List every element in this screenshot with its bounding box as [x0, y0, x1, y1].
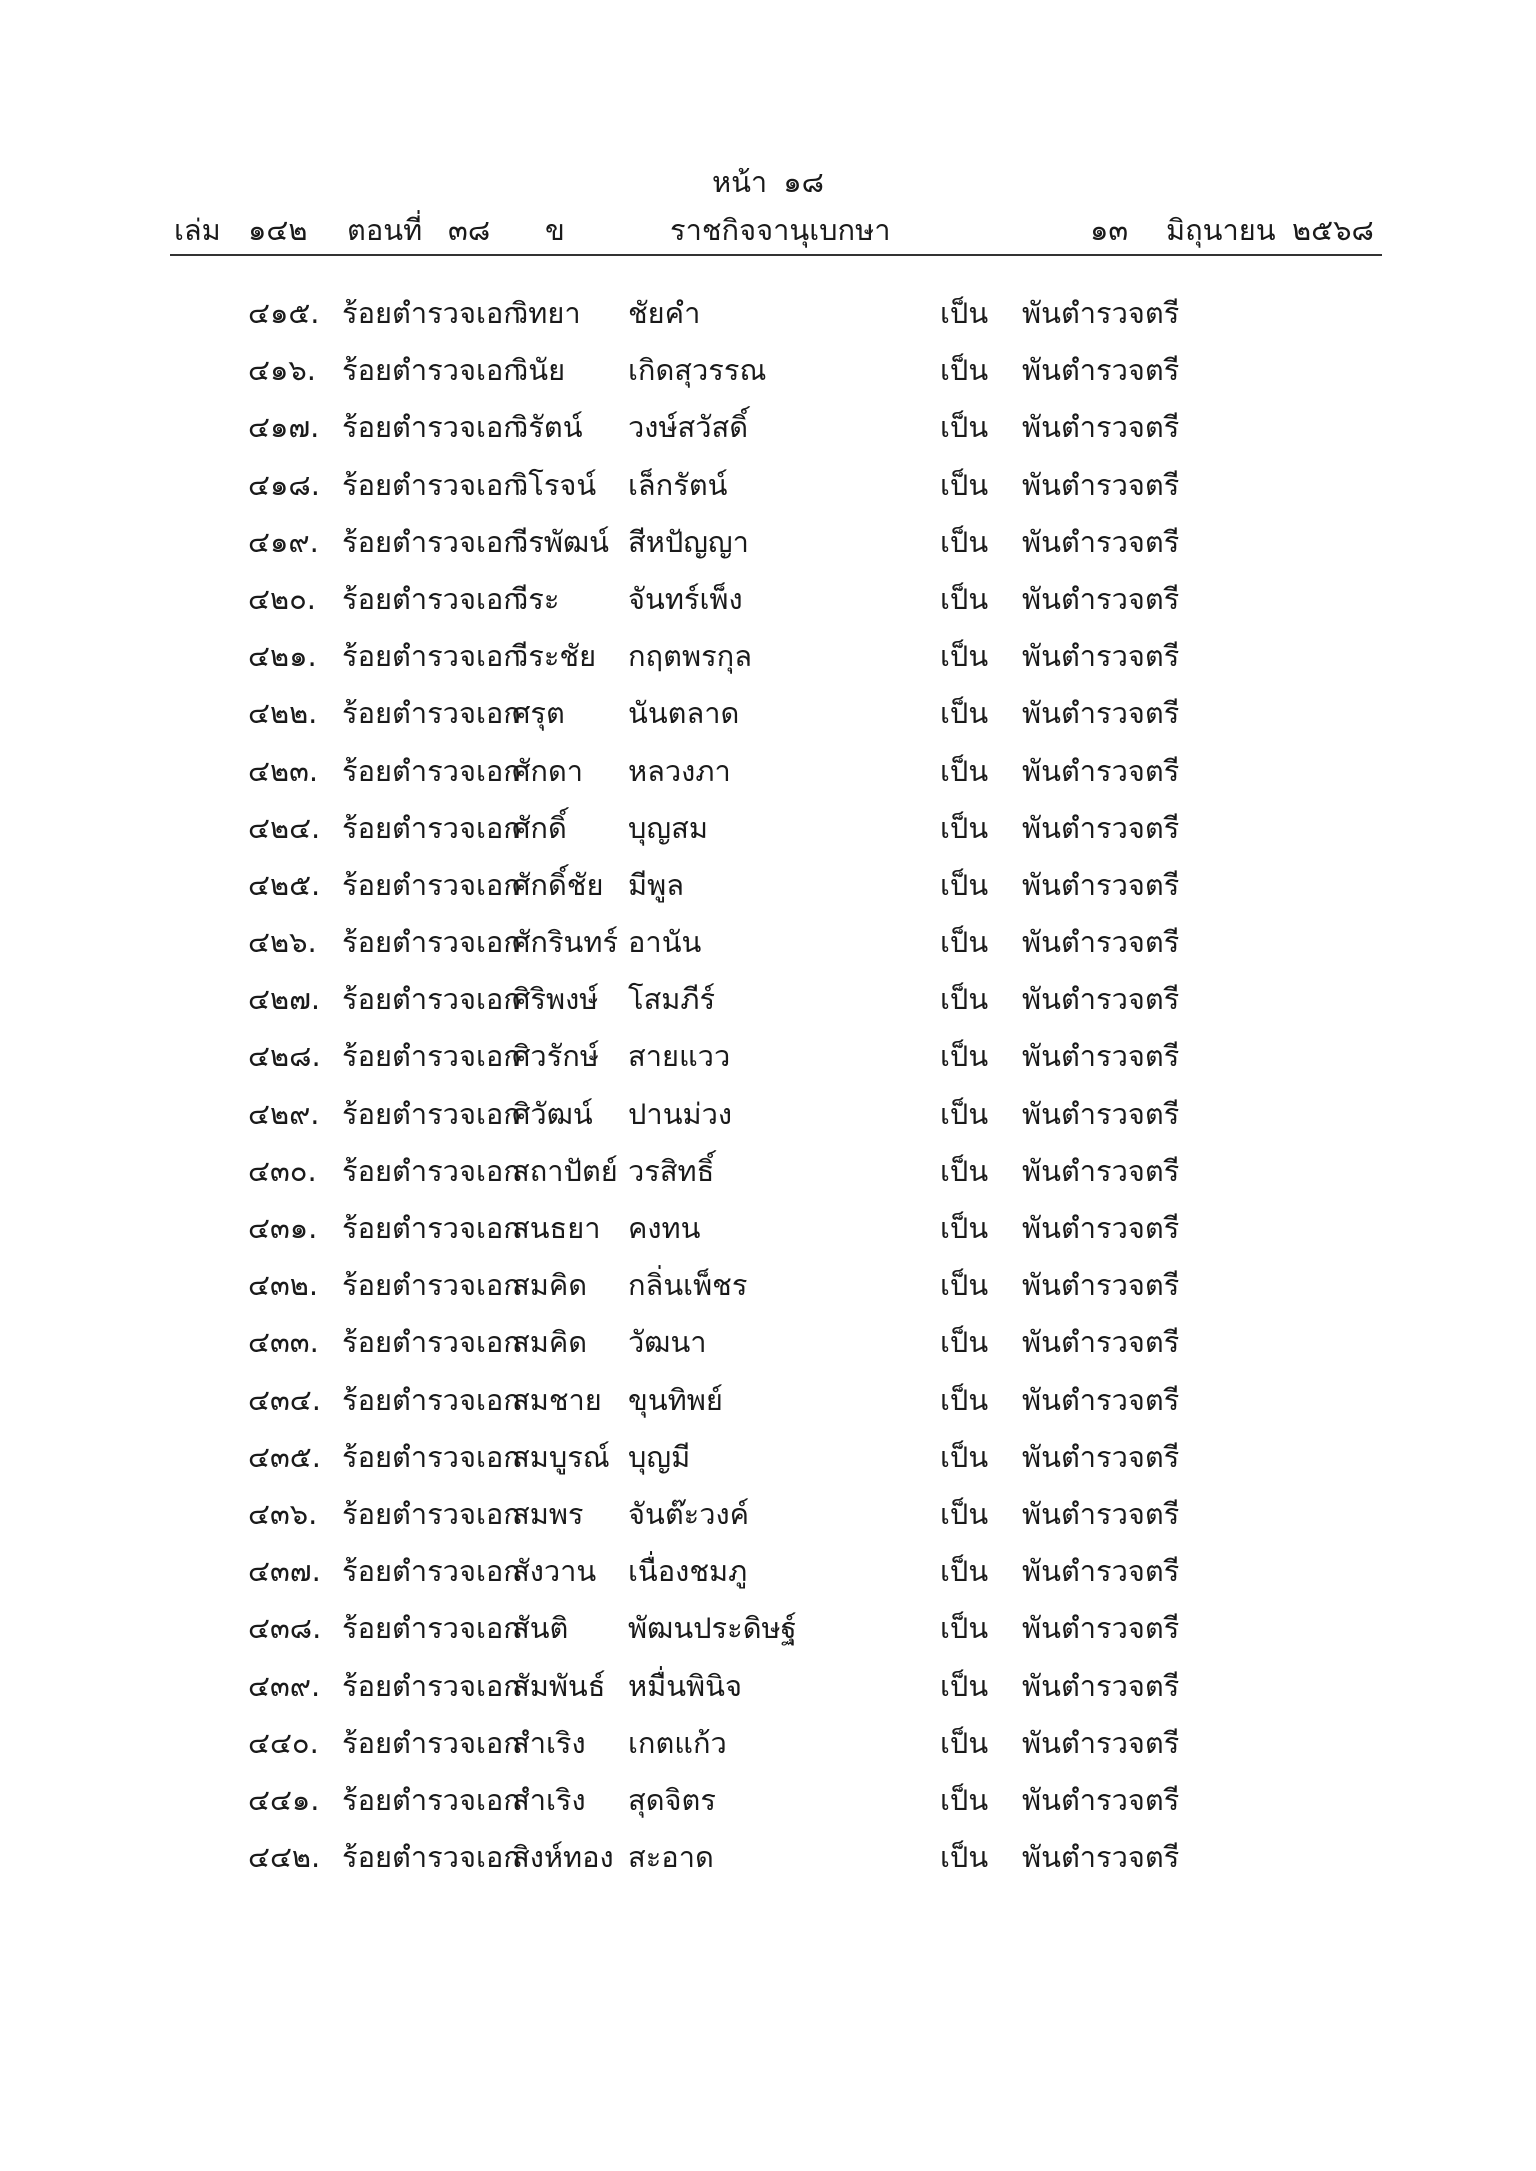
list-item	[0, 404, 1536, 461]
last-name: จันทร์เพ็ง	[628, 581, 743, 616]
last-name: บุญมี	[628, 1439, 691, 1474]
list-item	[0, 576, 1536, 633]
first-name: สันติ	[512, 1611, 569, 1646]
entry-number: ๔๒๓.	[248, 753, 319, 788]
list-item	[0, 919, 1536, 976]
part-number: ๓๘	[448, 213, 491, 247]
promoted-to-label: เป็น	[940, 1782, 989, 1817]
current-rank: ร้อยตำรวจเอก	[342, 1611, 521, 1646]
current-rank: ร้อยตำรวจเอก	[342, 1039, 521, 1074]
last-name: ขุนทิพย์	[628, 1382, 723, 1417]
new-rank: พันตำรวจตรี	[1022, 1268, 1180, 1303]
new-rank: พันตำรวจตรี	[1022, 296, 1180, 330]
new-rank: พันตำรวจตรี	[1022, 810, 1180, 845]
current-rank: ร้อยตำรวจเอก	[342, 982, 521, 1017]
first-name: สมคิด	[512, 1268, 588, 1303]
promoted-to-label: เป็น	[940, 1725, 989, 1760]
entry-number: ๔๒๕.	[248, 867, 321, 902]
current-rank: ร้อยตำรวจเอก	[342, 1725, 521, 1760]
current-rank: ร้อยตำรวจเอก	[342, 867, 521, 902]
date-year: ๒๕๖๘	[1292, 213, 1374, 247]
promoted-to-label: เป็น	[940, 1382, 989, 1417]
last-name: บุญสม	[628, 810, 708, 845]
promoted-to-label: เป็น	[940, 696, 989, 731]
first-name: ศรุต	[512, 696, 565, 731]
last-name: กฤตพรกุล	[628, 639, 752, 674]
entry-number: ๔๒๘.	[248, 1039, 321, 1074]
last-name: ชัยคำ	[628, 296, 701, 330]
promoted-to-label: เป็น	[940, 1439, 989, 1474]
current-rank: ร้อยตำรวจเอก	[342, 1211, 521, 1245]
promoted-to-label: เป็น	[940, 1153, 989, 1188]
promoted-to-label: เป็น	[940, 296, 989, 330]
new-rank: พันตำรวจตรี	[1022, 753, 1180, 788]
current-rank: ร้อยตำรวจเอก	[342, 1782, 521, 1817]
new-rank: พันตำรวจตรี	[1022, 1211, 1180, 1245]
first-name: สมบูรณ์	[512, 1439, 610, 1474]
promoted-to-label: เป็น	[940, 1554, 989, 1589]
first-name: ศิวัฒน์	[512, 1096, 593, 1131]
list-item	[0, 805, 1536, 862]
new-rank: พันตำรวจตรี	[1022, 1668, 1180, 1703]
promoted-to-label: เป็น	[940, 1268, 989, 1303]
list-item	[0, 1091, 1536, 1148]
last-name: โสมภีร์	[628, 982, 716, 1017]
last-name: เนื่องชมภู	[628, 1554, 748, 1589]
entry-number: ๔๓๔.	[248, 1382, 321, 1417]
entry-number: ๔๒๑.	[248, 639, 317, 674]
promoted-to-label: เป็น	[940, 1096, 989, 1131]
last-name: เกตแก้ว	[628, 1725, 727, 1760]
list-item	[0, 1033, 1536, 1090]
current-rank: ร้อยตำรวจเอก	[342, 296, 521, 330]
entry-number: ๔๒๖.	[248, 925, 317, 960]
new-rank: พันตำรวจตรี	[1022, 639, 1180, 674]
last-name: วงษ์สวัสดิ์	[628, 410, 749, 445]
current-rank: ร้อยตำรวจเอก	[342, 753, 521, 788]
new-rank: พันตำรวจตรี	[1022, 867, 1180, 902]
first-name: วีระ	[512, 581, 560, 616]
new-rank: พันตำรวจตรี	[1022, 1725, 1180, 1760]
first-name: วีรพัฒน์	[512, 524, 609, 559]
list-item	[0, 1777, 1536, 1834]
current-rank: ร้อยตำรวจเอก	[342, 696, 521, 731]
promoted-to-label: เป็น	[940, 753, 989, 788]
last-name: สะอาด	[628, 1840, 714, 1875]
current-rank: ร้อยตำรวจเอก	[342, 925, 521, 960]
current-rank: ร้อยตำรวจเอก	[342, 1840, 521, 1875]
current-rank: ร้อยตำรวจเอก	[342, 1668, 521, 1703]
list-item	[0, 1377, 1536, 1434]
last-name: มีพูล	[628, 867, 685, 902]
promotion-list	[0, 290, 1536, 1891]
first-name: สนธยา	[512, 1211, 601, 1245]
first-name: สำเริง	[512, 1725, 586, 1760]
list-item	[0, 519, 1536, 576]
promoted-to-label: เป็น	[940, 353, 989, 388]
first-name: สังวาน	[512, 1554, 597, 1589]
first-name: วิรัตน์	[512, 410, 583, 445]
current-rank: ร้อยตำรวจเอก	[342, 639, 521, 674]
first-name: ศักดิ์ชัย	[512, 867, 604, 902]
current-rank: ร้อยตำรวจเอก	[342, 410, 521, 445]
page-number	[0, 162, 1536, 202]
promoted-to-label: เป็น	[940, 1211, 989, 1245]
promoted-to-label: เป็น	[940, 810, 989, 845]
current-rank: ร้อยตำรวจเอก	[342, 1268, 521, 1303]
new-rank: พันตำรวจตรี	[1022, 1840, 1180, 1875]
new-rank: พันตำรวจตรี	[1022, 1039, 1180, 1074]
current-rank: ร้อยตำรวจเอก	[342, 1496, 521, 1531]
publication-title: ราชกิจจานุเบกษา	[670, 213, 891, 247]
last-name: เกิดสุวรรณ	[628, 353, 767, 388]
last-name: สีหปัญญา	[628, 524, 749, 559]
promoted-to-label: เป็น	[940, 1325, 989, 1360]
page-label: หน้า	[711, 165, 768, 199]
page-number-value: ๑๘	[783, 165, 824, 199]
new-rank: พันตำรวจตรี	[1022, 1382, 1180, 1417]
promoted-to-label: เป็น	[940, 410, 989, 445]
current-rank: ร้อยตำรวจเอก	[342, 524, 521, 559]
first-name: ศิริพงษ์	[512, 982, 599, 1017]
new-rank: พันตำรวจตรี	[1022, 410, 1180, 445]
last-name: สายแวว	[628, 1039, 731, 1074]
entry-number: ๔๓๒.	[248, 1268, 319, 1303]
first-name: สิงห์ทอง	[512, 1840, 614, 1875]
list-item	[0, 690, 1536, 747]
last-name: วรสิทธิ์	[628, 1153, 715, 1188]
entry-number: ๔๔๒.	[248, 1840, 321, 1875]
date-day: ๑๓	[1090, 213, 1129, 247]
last-name: ปานม่วง	[628, 1096, 733, 1131]
first-name: ศิวรักษ์	[512, 1039, 599, 1074]
list-item	[0, 1262, 1536, 1319]
first-name: สัมพันธ์	[512, 1668, 606, 1703]
entry-number: ๔๓๙.	[248, 1668, 321, 1703]
new-rank: พันตำรวจตรี	[1022, 1153, 1180, 1188]
current-rank: ร้อยตำรวจเอก	[342, 1096, 521, 1131]
entry-number: ๔๒๗.	[248, 982, 321, 1017]
promoted-to-label: เป็น	[940, 467, 989, 502]
entry-number: ๔๑๗.	[248, 410, 320, 445]
new-rank: พันตำรวจตรี	[1022, 696, 1180, 731]
current-rank: ร้อยตำรวจเอก	[342, 1554, 521, 1589]
list-item	[0, 462, 1536, 519]
list-item	[0, 1491, 1536, 1548]
entry-number: ๔๒๙.	[248, 1096, 320, 1131]
entry-number: ๔๑๕.	[248, 296, 320, 330]
entry-number: ๔๒๔.	[248, 810, 321, 845]
list-item	[0, 1663, 1536, 1720]
last-name: พัฒนประดิษฐ์	[628, 1611, 797, 1646]
new-rank: พันตำรวจตรี	[1022, 467, 1180, 502]
list-item	[0, 1834, 1536, 1891]
list-item	[0, 1605, 1536, 1662]
first-name: สถาปัตย์	[512, 1153, 618, 1188]
new-rank: พันตำรวจตรี	[1022, 1554, 1180, 1589]
list-item	[0, 1720, 1536, 1777]
current-rank: ร้อยตำรวจเอก	[342, 1325, 521, 1360]
new-rank: พันตำรวจตรี	[1022, 1611, 1180, 1646]
last-name: สุดจิตร	[628, 1782, 716, 1817]
last-name: คงทน	[628, 1211, 701, 1245]
first-name: ศักดิ์	[512, 810, 567, 845]
document-header	[170, 208, 1382, 252]
entry-number: ๔๓๘.	[248, 1611, 322, 1646]
entry-number: ๔๒๒.	[248, 696, 318, 731]
first-name: สมคิด	[512, 1325, 588, 1360]
entry-number: ๔๓๗.	[248, 1554, 321, 1589]
first-name: ศักรินทร์	[512, 925, 619, 960]
new-rank: พันตำรวจตรี	[1022, 925, 1180, 960]
new-rank: พันตำรวจตรี	[1022, 524, 1180, 559]
entry-number: ๔๔๐.	[248, 1725, 319, 1760]
promoted-to-label: เป็น	[940, 639, 989, 674]
entry-number: ๔๓๓.	[248, 1325, 319, 1360]
first-name: สมพร	[512, 1496, 584, 1531]
new-rank: พันตำรวจตรี	[1022, 1782, 1180, 1817]
promoted-to-label: เป็น	[940, 1611, 989, 1646]
header-divider	[170, 254, 1382, 256]
list-item	[0, 347, 1536, 404]
new-rank: พันตำรวจตรี	[1022, 982, 1180, 1017]
list-item	[0, 1434, 1536, 1491]
last-name: จันต๊ะวงค์	[628, 1496, 750, 1531]
list-item	[0, 748, 1536, 805]
first-name: ศักดา	[512, 753, 584, 788]
promoted-to-label: เป็น	[940, 1840, 989, 1875]
current-rank: ร้อยตำรวจเอก	[342, 467, 521, 502]
list-item	[0, 633, 1536, 690]
list-item	[0, 1548, 1536, 1605]
volume-number: ๑๔๒	[248, 213, 308, 247]
date-month: มิถุนายน	[1166, 213, 1276, 247]
list-item	[0, 1148, 1536, 1205]
promoted-to-label: เป็น	[940, 1496, 989, 1531]
current-rank: ร้อยตำรวจเอก	[342, 581, 521, 616]
new-rank: พันตำรวจตรี	[1022, 1325, 1180, 1360]
entry-number: ๔๑๙.	[248, 524, 319, 559]
volume-label: เล่ม	[174, 213, 221, 247]
list-item	[0, 976, 1536, 1033]
list-item	[0, 1205, 1536, 1262]
current-rank: ร้อยตำรวจเอก	[342, 1382, 521, 1417]
entry-number: ๔๒๐.	[248, 581, 316, 616]
first-name: วินัย	[512, 353, 566, 388]
entry-number: ๔๓๕.	[248, 1439, 321, 1474]
list-item	[0, 862, 1536, 919]
current-rank: ร้อยตำรวจเอก	[342, 353, 521, 388]
first-name: วิทยา	[512, 296, 581, 330]
first-name: วิโรจน์	[512, 467, 597, 502]
entry-number: ๔๑๖.	[248, 353, 316, 388]
current-rank: ร้อยตำรวจเอก	[342, 1153, 521, 1188]
promoted-to-label: เป็น	[940, 1668, 989, 1703]
section-letter: ข	[545, 213, 565, 247]
entry-number: ๔๓๑.	[248, 1211, 318, 1245]
entry-number: ๔๓๖.	[248, 1496, 318, 1531]
last-name: เล็กรัตน์	[628, 467, 728, 502]
new-rank: พันตำรวจตรี	[1022, 1496, 1180, 1531]
last-name: วัฒนา	[628, 1325, 707, 1360]
new-rank: พันตำรวจตรี	[1022, 353, 1180, 388]
last-name: หมื่นพินิจ	[628, 1668, 742, 1703]
promoted-to-label: เป็น	[940, 925, 989, 960]
promoted-to-label: เป็น	[940, 581, 989, 616]
new-rank: พันตำรวจตรี	[1022, 1096, 1180, 1131]
promoted-to-label: เป็น	[940, 867, 989, 902]
first-name: สำเริง	[512, 1782, 586, 1817]
promoted-to-label: เป็น	[940, 982, 989, 1017]
list-item	[0, 1319, 1536, 1376]
first-name: วีระชัย	[512, 639, 597, 674]
first-name: สมชาย	[512, 1382, 602, 1417]
entry-number: ๔๓๐.	[248, 1153, 317, 1188]
list-item	[0, 290, 1536, 347]
current-rank: ร้อยตำรวจเอก	[342, 1439, 521, 1474]
promoted-to-label: เป็น	[940, 524, 989, 559]
last-name: กลิ่นเพ็ชร	[628, 1268, 748, 1303]
last-name: อานัน	[628, 925, 702, 960]
new-rank: พันตำรวจตรี	[1022, 1439, 1180, 1474]
current-rank: ร้อยตำรวจเอก	[342, 810, 521, 845]
last-name: นันตลาด	[628, 696, 740, 731]
part-label: ตอนที่	[347, 213, 423, 247]
entry-number: ๔๔๑.	[248, 1782, 320, 1817]
promoted-to-label: เป็น	[940, 1039, 989, 1074]
last-name: หลวงภา	[628, 753, 731, 788]
new-rank: พันตำรวจตรี	[1022, 581, 1180, 616]
entry-number: ๔๑๘.	[248, 467, 320, 502]
